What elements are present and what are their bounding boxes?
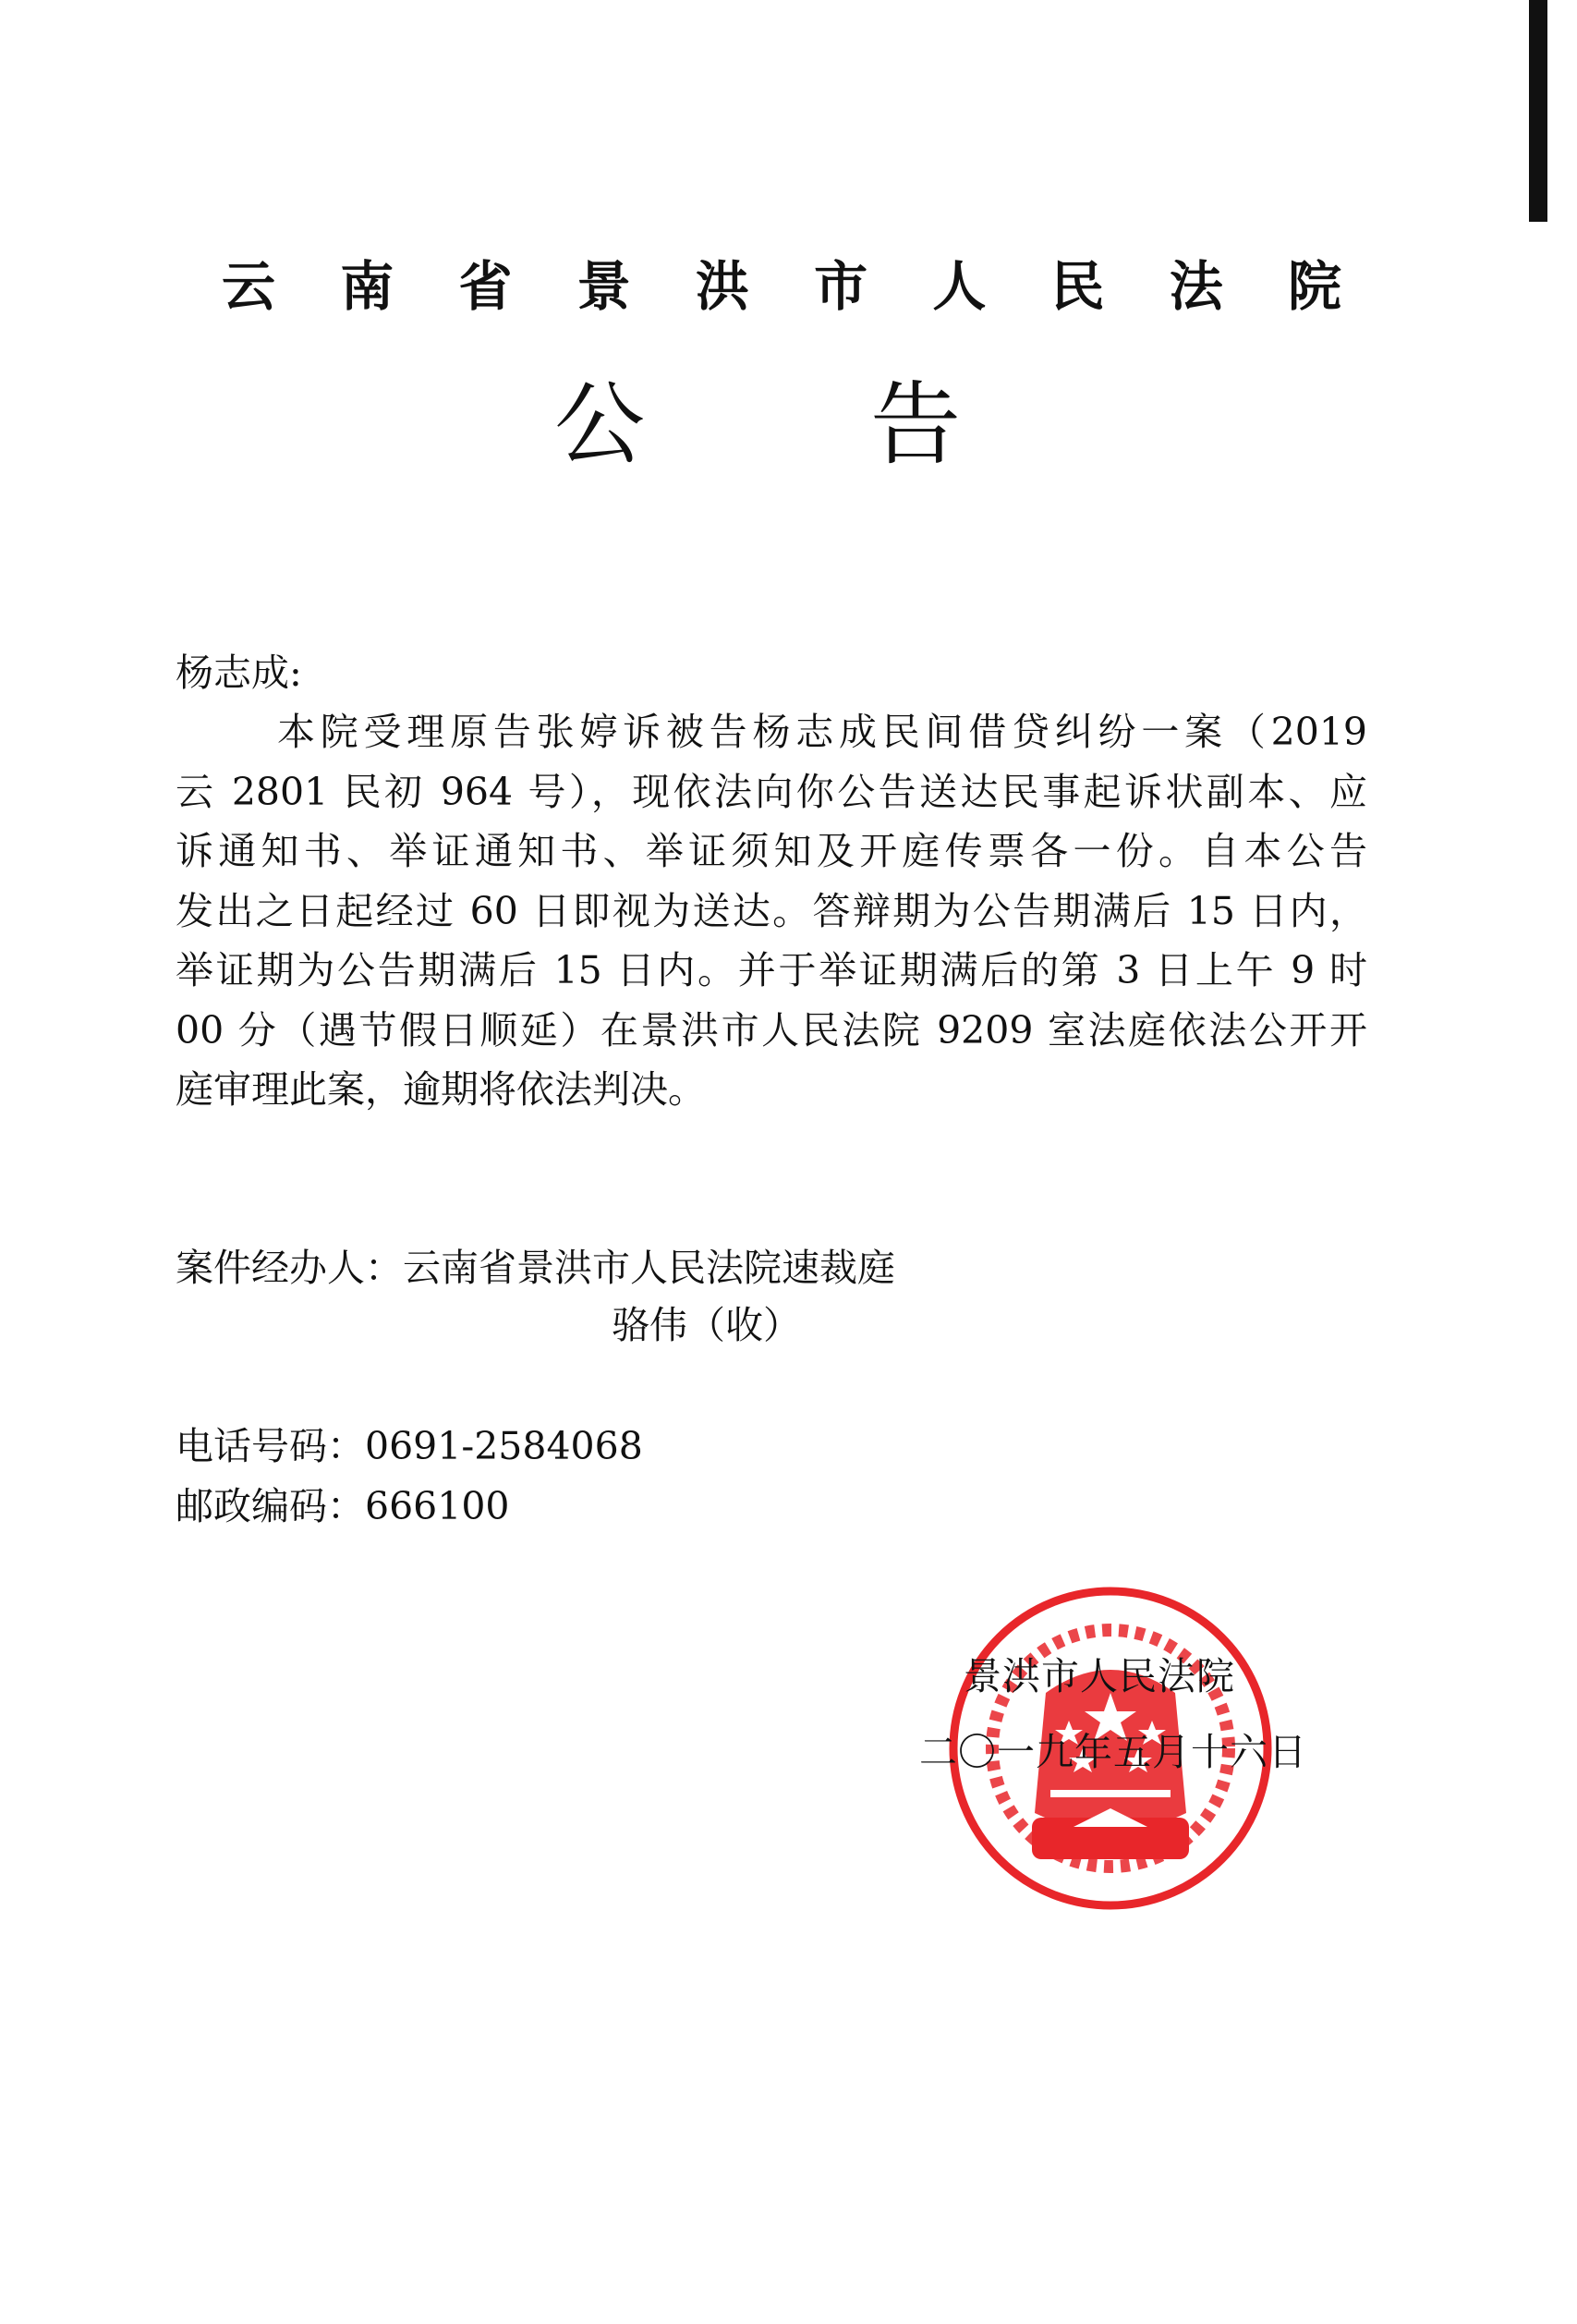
scan-edge-bar [1529, 0, 1547, 222]
title-char: 法 [1169, 255, 1223, 318]
title-char: 云 [222, 255, 276, 318]
court-title [222, 249, 1341, 323]
case-handler-name: 骆伟（收） [612, 1302, 801, 1347]
body-line: 发出之日起经过 60 日即视为送达。答辩期为公告期满后 15 日内， [176, 888, 1367, 933]
title-char: 景 [576, 255, 631, 318]
notice-body [176, 702, 1367, 1120]
title-char: 人 [932, 255, 987, 318]
body-line: 00 分（遇节假日顺延）在景洪市人民法院 9209 室法庭依法公开开 [176, 1007, 1367, 1052]
body-line: 举证期为公告期满后 15 日内。并于举证期满后的第 3 日上午 9 时 [176, 948, 1367, 992]
title-char: 南 [340, 255, 394, 318]
title-char: 市 [814, 255, 868, 318]
document-type [554, 370, 961, 481]
title-char: 民 [1050, 255, 1105, 318]
body-line: 庭审理此案，逾期将依法判决。 [176, 1067, 706, 1112]
notice-content [176, 643, 1367, 1537]
postal-code: 邮政编码：666100 [176, 1483, 510, 1528]
body-line: 本院受理原告张婷诉被告杨志成民间借贷纠纷一案（2019 [277, 710, 1367, 754]
phone-number: 电话号码：0691-2584068 [176, 1423, 643, 1468]
addressee: 杨志成: [176, 651, 302, 695]
title-char: 省 [458, 255, 513, 318]
body-line: 诉通知书、举证通知书、举证须知及开庭传票各一份。自本公告 [176, 829, 1367, 873]
signing-date: 二〇一九年五月十六日 [919, 1730, 1307, 1774]
signing-court: 景洪市人民法院 [964, 1654, 1235, 1698]
body-line: 云 2801 民初 964 号），现依法向你公告送达民事起诉状副本、应 [176, 769, 1367, 814]
case-handler: 案件经办人：云南省景洪市人民法院速裁庭 [176, 1245, 895, 1290]
doc-type-char: 告 [869, 372, 961, 478]
doc-type-char: 公 [554, 372, 646, 478]
title-char: 洪 [695, 255, 749, 318]
title-char: 院 [1287, 255, 1341, 318]
